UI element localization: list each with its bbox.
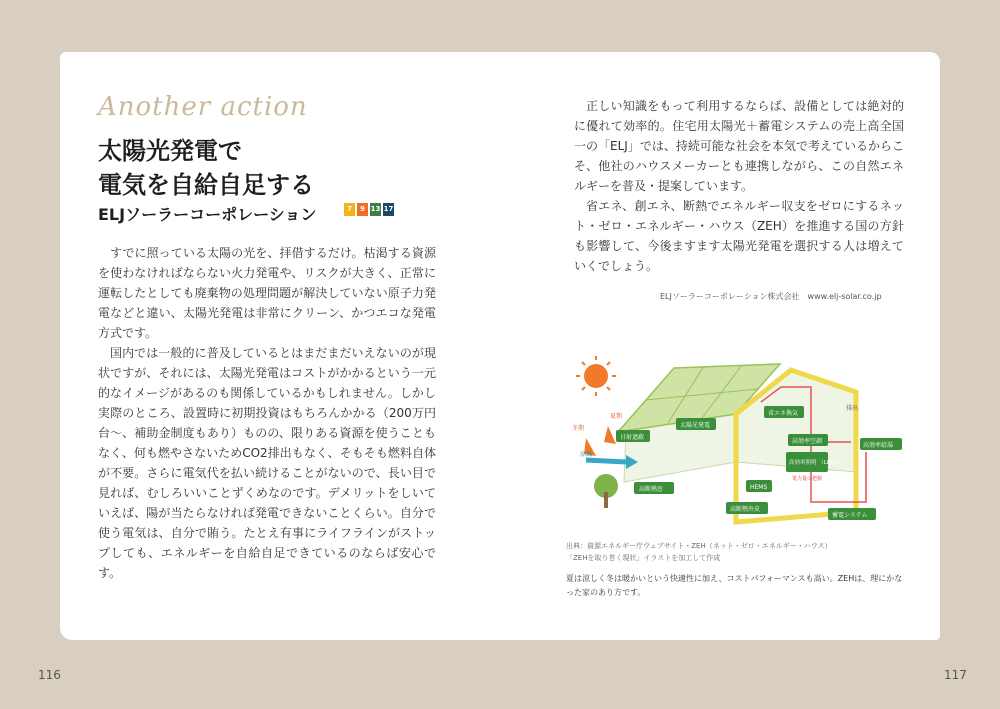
winter-label: 冬期 <box>572 425 585 432</box>
figure-caption: 夏は涼しく冬は暖かいという快適性に加え、コストパフォーマンスも高い。ZEHは、理にかなった家のあり方です。 <box>566 574 903 597</box>
battery-label: 蓄電システム <box>832 512 868 519</box>
breeze-label: 涼風 <box>580 451 593 458</box>
insulation-window-label: 高断熱窓 <box>639 486 664 493</box>
sdg-badge-7: 7 <box>344 203 355 216</box>
section-eyebrow: Another action <box>98 92 308 122</box>
ventilation-label: 省エネ換気 <box>768 410 799 417</box>
page-number-right: 117 <box>944 668 967 682</box>
sdg-badge-13: 13 <box>370 203 381 216</box>
aircon-label: 高効率空調 <box>792 438 823 445</box>
summer-label: 夏期 <box>610 413 623 420</box>
source-line-1: 出典：資源エネルギー庁ウェブサイト・ZEH（ネット・ゼロ・エネルギー・ハウス） <box>566 542 832 550</box>
summer-arrow <box>604 426 616 444</box>
sdg-badge-9: 9 <box>357 203 368 216</box>
water-heater-label: 高効率給湯 <box>863 442 894 449</box>
sdg-badges <box>344 203 394 216</box>
left-paragraph-2: 国内では一般的に普及しているとはまだまだいえないのが現状ですが、それには、太陽光発電はコストがかかるという一元的なイメージがあるのも関係しているかもしれません。しかし実際のところ、設置時に初期投資はもちろんかかる（200万円台〜、補助金制度もあり）ものの、限りある資源を使うこともなく、何も燃やさないためCO2排出もなく、そもそも燃料自体が不要。さらに電気代を払い続けることがないので、長い目で見れば、むしろいいことずくめなのです。デメリットをしいていえば、陽が当たらなければ発電できないことくらい。自分で使う電気は、自分で賄う。たとえ有事にライフラインがストップしても、エネルギーを自給自足できているのならば安心です。 <box>98 346 436 580</box>
lighting-label: 高効率照明 （LED等） <box>789 460 846 466</box>
figure-source <box>566 540 832 564</box>
title-line-2: 電気を自給自足する <box>98 171 314 199</box>
solar-label: 太陽光発電 <box>680 422 711 429</box>
breeze-arrow <box>586 460 626 462</box>
hems-label: HEMS <box>750 484 768 491</box>
right-paragraph-1: 正しい知識をもって利用するならば、設備としては絶対的に優れて効率的。住宅用太陽光＋蓄電システムの売上高全国一の「ELJ」では、持続可能な社会を本気で考えているからこそ、他社のハウスメーカーとも連携しながら、この自然エネルギーを普及・提案しています。 <box>574 99 904 193</box>
company-name: ELJソーラーコーポレーション <box>98 205 317 224</box>
tree-icon <box>594 474 618 508</box>
page-number-left: 116 <box>38 668 61 682</box>
right-paragraph-2: 省エネ、創エネ、断熱でエネルギー収支をゼロにするネット・ゼロ・エネルギー・ハウス（ZEH）を推進する国の方針も影響して、今後ますます太陽光発電を選択する人は増えていくでしょう。 <box>574 199 904 273</box>
shade-label: 日射遮蔽 <box>620 434 645 441</box>
left-body <box>98 243 436 583</box>
sun-icon <box>576 356 616 396</box>
exhaust-label: 排出 <box>846 405 859 412</box>
insulation-shell-label: 高断熱外皮 <box>730 506 761 513</box>
sdg-badge-17: 17 <box>383 203 394 216</box>
zeh-house-diagram <box>566 352 906 538</box>
power-monitor-label: 電力量の把握 <box>792 476 823 482</box>
company-credit: ELJソーラーコーポレーション株式会社 www.elj-solar.co.jp <box>660 292 882 301</box>
right-body <box>574 96 904 276</box>
article-title <box>98 134 314 202</box>
left-paragraph-1: すでに照っている太陽の光を、拝借するだけ。枯渇する資源を使わなければならない火力発電や、リスクが大きく、正常に運転したとしても廃棄物の処理問題が解決していない原子力発電などと違い、太陽光発電は非常にクリーン、かつエコな発電方式です。 <box>98 246 436 340</box>
source-line-2: 「ZEHを取り巻く現状」イラストを加工して作成 <box>566 554 721 562</box>
title-line-1: 太陽光発電で <box>98 137 242 165</box>
